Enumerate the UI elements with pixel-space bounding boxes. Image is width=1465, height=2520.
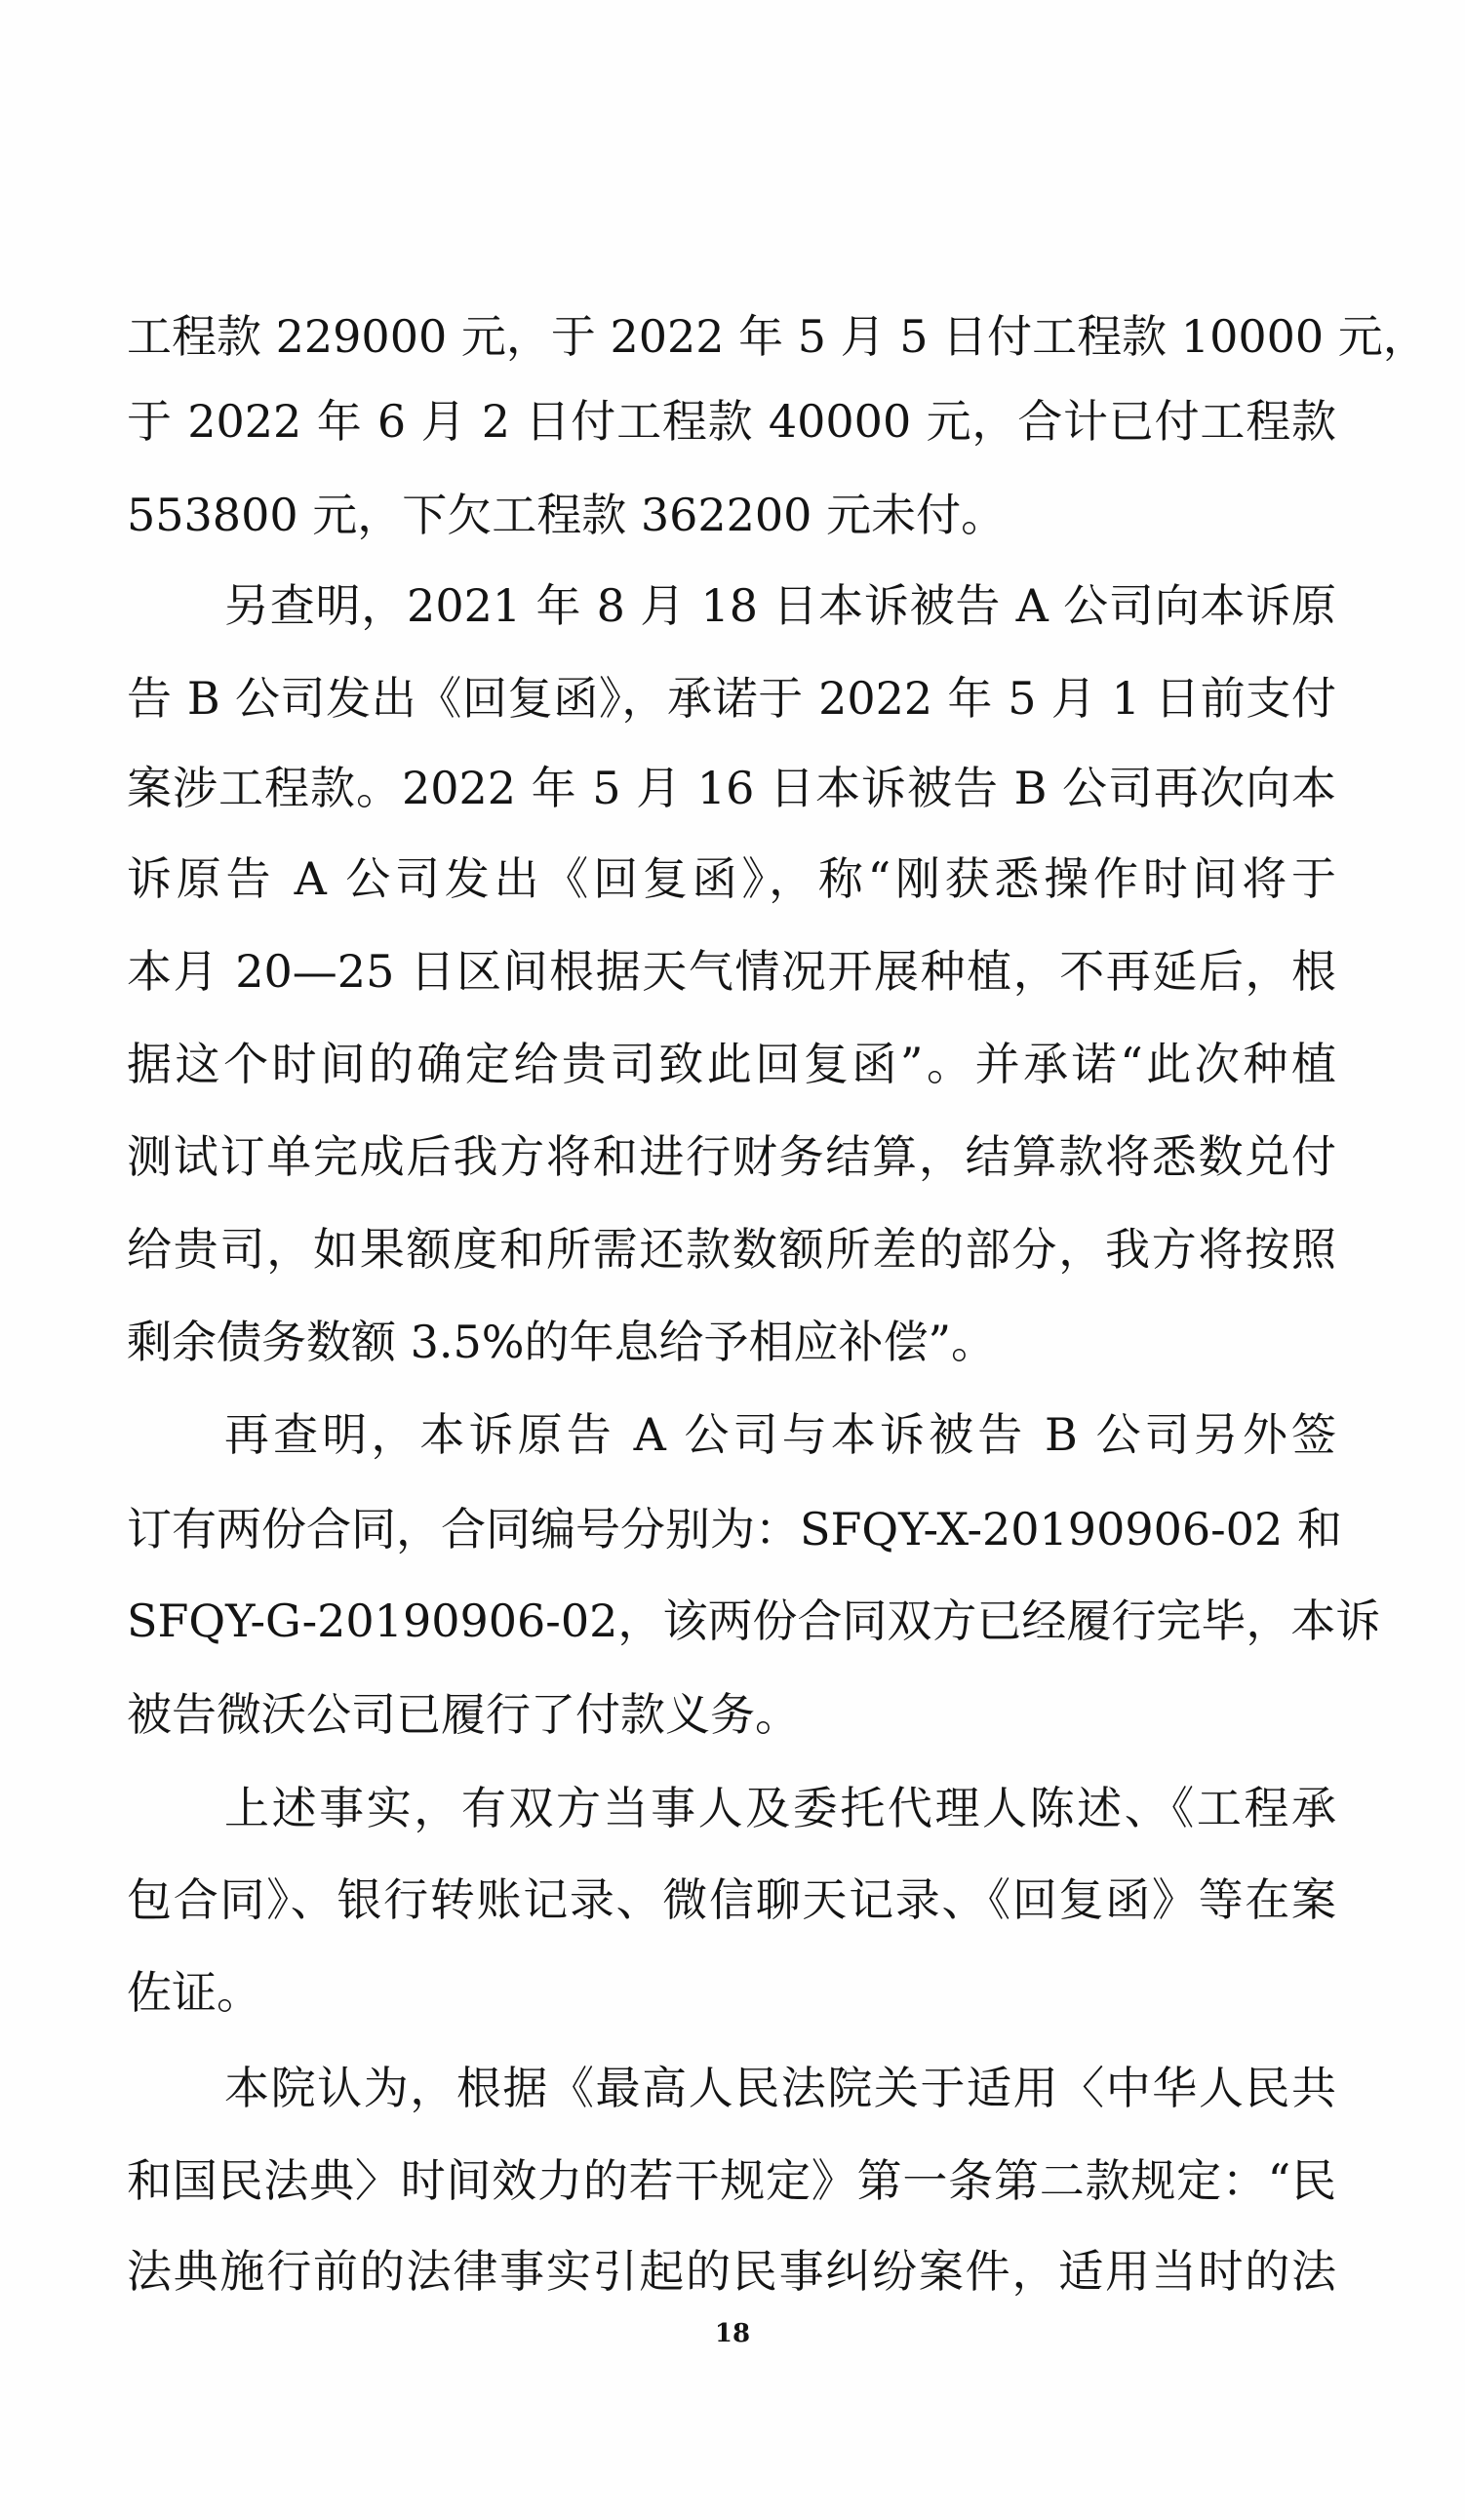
text-line-17: 上述事实，有双方当事人及委托代理人陈述、《工程承 <box>224 1782 1336 1834</box>
text-line-7: 诉原告 A 公司发出《回复函》，称“刚获悉操作时间将于 <box>127 852 1336 905</box>
text-line-11: 给贵司，如果额度和所需还款数额所差的部分，我方将按照 <box>127 1223 1336 1276</box>
text-line-4: 另查明，2021 年 8 月 18 日本诉被告 A 公司向本诉原 <box>224 579 1336 632</box>
text-line-19: 佐证。 <box>127 1966 261 2019</box>
text-line-20: 本院认为，根据《最高人民法院关于适用〈中华人民共 <box>224 2062 1336 2114</box>
text-line-16: 被告微沃公司已履行了付款义务。 <box>127 1688 800 1741</box>
text-line-18: 包合同》、银行转账记录、微信聊天记录、《回复函》等在案 <box>127 1873 1336 1926</box>
text-line-14: 订有两份合同，合同编号分别为：SFQY-X-20190906-02 和 <box>127 1503 1342 1555</box>
page-number: 18 <box>714 2319 751 2348</box>
text-line-22: 法典施行前的法律事实引起的民事纠纷案件，适用当时的法 <box>127 2245 1336 2298</box>
text-line-13: 再查明，本诉原告 A 公司与本诉被告 B 公司另外签 <box>224 1408 1336 1461</box>
text-line-8: 本月 20—25 日区间根据天气情况开展种植，不再延后，根 <box>127 945 1336 998</box>
text-line-3: 553800 元，下欠工程款 362200 元未付。 <box>127 489 1007 541</box>
text-line-21: 和国民法典〉时间效力的若干规定》第一条第二款规定：“民 <box>127 2154 1336 2207</box>
text-line-12: 剩余债务数额 3.5%的年息给予相应补偿”。 <box>127 1316 997 1368</box>
text-line-10: 测试订单完成后我方将和进行财务结算，结算款将悉数兑付 <box>127 1130 1336 1183</box>
text-line-6: 案涉工程款。2022 年 5 月 16 日本诉被告 B 公司再次向本 <box>127 762 1336 814</box>
text-line-2: 于 2022 年 6 月 2 日付工程款 40000 元，合计已付工程款 <box>127 395 1336 448</box>
text-line-9: 据这个时间的确定给贵司致此回复函”。并承诺“此次种植 <box>127 1038 1336 1090</box>
text-line-5: 告 B 公司发出《回复函》，承诺于 2022 年 5 月 1 日前支付 <box>127 672 1336 725</box>
text-line-1: 工程款 229000 元，于 2022 年 5 月 5 日付工程款 10000 元， <box>127 310 1428 363</box>
text-line-15: SFQY-G-20190906-02，该两份合同双方已经履行完毕，本诉 <box>127 1595 1381 1647</box>
